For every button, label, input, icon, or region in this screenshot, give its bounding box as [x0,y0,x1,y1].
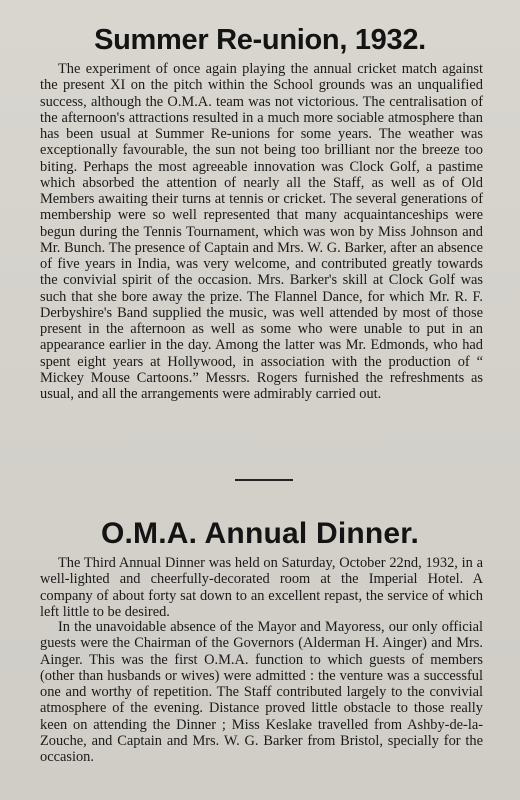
annual-dinner-paragraph-1: The Third Annual Dinner was held on Saturday, October 22nd, 1932, in a well-lighted and cheerfully-decorated room at the Imperial Hotel. A company of about forty sat down to an excellent repast, the service of which left little to be desired. [40,555,483,620]
annual-dinner-title: O.M.A. Annual Dinner. [100,517,420,550]
section-divider [235,479,293,481]
annual-dinner-paragraph-2: In the unavoidable absence of the Mayor and Mayoress, our only official guests were the Chairman of the Governors (Alderman H. Ainger) and Mrs. Ainger. This was the first O.M.A. function to which guests of members (other than husbands or wives) were admitted : the venture was a successful one and worthy of repetition. The Staff contributed largely to the convivial atmosphere of the evening. Distance proved little obstacle to those really keen on attending the Dinner ; Miss Keslake travelled from Ashby-de-la-Zouche, and Captain and Mrs. W. G. Barker from Bristol, specially for the occasion. [40,619,483,765]
summer-reunion-body: The experiment of once again playing the annual cricket match against the present XI on the pitch within the School grounds was an unqualified success, although the O.M.A. team was not victorious. The centralisation of the afternoon's attractions resulted in a much more sociable atmosphere than has been usual at Summer Re-unions for some years. The weather was exceptionally favourable, the sun not being too brilliant nor the breeze too biting. Perhaps the most agreeable innovation was Clock Golf, a pastime which absorbed the attention of nearly all the Staff, as well as of Old Members awaiting their turns at tennis or cricket. The several generations of membership were so well represented that many acquaintanceships were begun during the Tennis Tournament, which was won by Miss Johnson and Mr. Bunch. The presence of Captain and Mrs. W. G. Barker, after an absence of five years in India, was very welcome, and contributed greatly towards the convivial spirit of the occasion. Mrs. Barker's skill at Clock Golf was such that she bore away the prize. The Flannel Dance, for which Mr. R. F. Derbyshire's Band supplied the music, was well attended by most of those present in the afternoon as well as some who were unable to put in an appearance earlier in the day. Among the latter was Mr. Edmonds, who had spent eight years at Hollywood, in association with the production of “ Mickey Mouse Cartoons.” Messrs. Rogers furnished the refreshments as usual, and all the arrangements were admirably carried out. [40,61,483,402]
summer-reunion-title: Summer Re-union, 1932. [94,24,426,56]
